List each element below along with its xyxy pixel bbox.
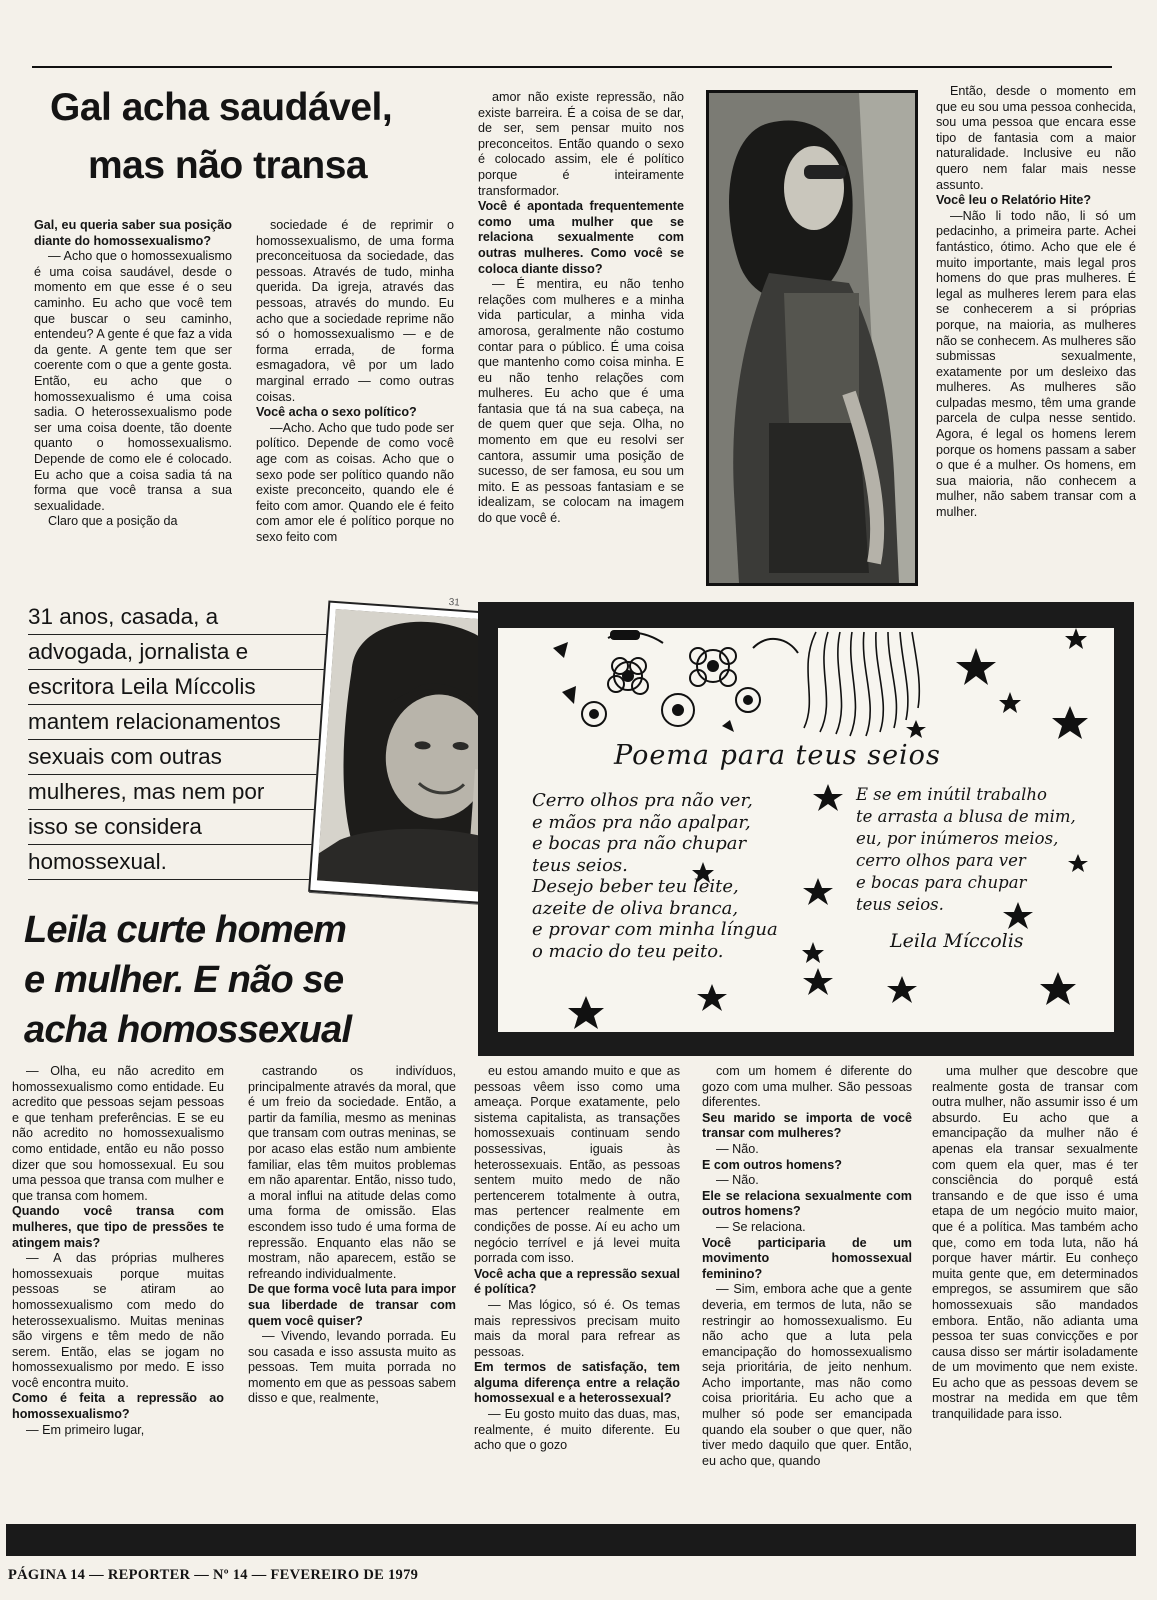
poem-left-stanza: [532, 790, 778, 962]
interview-answer: sociedade é de reprimir o homossexualismo, de uma forma preconceituosa da sociedade, das pessoas. Através de tudo, minha querida. Da igreja, através das pessoas, através do mundo. Eu acho que a sociedade reprime não só o homossexualismo — e de forma errada, de forma esmagadora, vê por um lado marginal errado — como outras coisas.: [256, 218, 454, 404]
poem-line: Cerro olhos pra não ver,: [532, 790, 753, 811]
interview-answer: — Em primeiro lugar,: [26, 1422, 145, 1437]
interview-answer: Claro que a posição da: [48, 514, 178, 529]
poem-line: teus seios.: [856, 895, 944, 914]
poem-line: e provar com minha língua: [532, 919, 778, 940]
poem-line: e bocas pra não chupar: [532, 833, 747, 854]
interview-answer: — Eu gosto muito das duas, mas, realmente, é muito diferente. Eu acho que o gozo: [474, 1407, 680, 1453]
article1-column-2: [256, 218, 454, 582]
interview-answer: uma mulher que descobre que realmente gosta de transar com outra mulher, não assumir isso é um absurdo. Eu acho que a emancipação da mulher não é apenas ela transar sexualmente com quem ela quer, mas é ter consciência do porquê está transando e de que isso é uma etapa de um negócio muito maior, que é a política. Mas também acho que, como em toda luta, não há porque haver mártir. Eu conheço muita gente que, em determinados empregos, se assumirem que são homossexuais são mandados embora. Então, não adianta uma pessoa ter suas convicções e por causa disso ser mártir isoladamente de um movimento que nem existe. Eu acho que as pessoas devem se mostrar na medida em que têm tranquilidade para isso.: [932, 1064, 1138, 1422]
poem-line: cerro olhos para ver: [856, 851, 1026, 870]
gal-costa-photo-figure: [709, 93, 915, 583]
interview-question: De que forma você luta para impor sua liberdade de transar com quem você quiser?: [248, 1282, 456, 1328]
poem-line: te arrasta a blusa de mim,: [856, 807, 1076, 826]
interview-question: Em termos de satisfação, tem alguma diferença entre a relação homossexual e a heterossexual?: [474, 1360, 680, 1406]
interview-answer: —Acho. Acho que tudo pode ser político. Depende de como você age com as coisas. Acho que o sexo pode ser político quando não existe preconceito, quando ele é feito com amor. Quando ele é feito com amor ele é político porque no sexo feito com: [256, 420, 454, 544]
photo-mark: 31: [448, 596, 461, 609]
lead-line: homossexual.: [28, 845, 328, 880]
interview-answer: — Vivendo, levando porrada. Eu sou casada e isso assusta muito as pessoas. Tem muita porrada no momento em que as pessoas sabem disso e que, realmente,: [248, 1329, 456, 1406]
poem-line: e bocas para chupar: [856, 873, 1027, 892]
lead-line: advogada, jornalista e: [28, 635, 328, 670]
interview-answer: eu estou amando muito e que as pessoas vêem isso como uma ameaça. Porque exatamente, pelo sistema capitalista, as transações homossexuais continuam sendo possessivas, iguais às heterossexuais. Então, as pessoas sentem muito medo de não pertencerem totalmente à outra, mas pertencer realmente em condições de posse. Aí eu acho um negócio terrível e já levei muita porrada com isso.: [474, 1064, 680, 1266]
interview-question: Você leu o Relatório Hite?: [936, 193, 1092, 208]
poem-line: azeite de oliva branca,: [532, 897, 739, 919]
poem-line: e mãos pra não apalpar,: [532, 811, 751, 833]
article2-headline-line2: e mulher. E não se: [24, 959, 344, 1001]
lead-line: sexuais com outras: [28, 740, 328, 775]
article1-headline-line2: mas não transa: [88, 144, 368, 187]
poem-line: eu, por inúmeros meios,: [856, 829, 1059, 848]
interview-answer: — Não.: [716, 1173, 759, 1188]
article1-headline-line1: Gal acha saudável,: [50, 86, 393, 129]
lead-line: mulheres, mas nem por: [28, 775, 328, 810]
interview-answer: — É mentira, eu não tenho relações com mulheres e a minha vida particular, a minha vida amorosa, geralmente não costumo contar para o público. É uma coisa que mantenho como coisa minha. E eu não tenho relações com mulheres. Eu acho que é uma fantasia que tá na sua cabeça, na de quem quer que seja. Olha, no momento em que eu resolvi ser cantora, assumir uma posição de sucesso, de ser famosa, eu sou um mito. E as pessoas fantasiam e se idealizam, se colocam na imagem do que você é.: [478, 277, 684, 526]
poem-signature: Leila Míccolis: [890, 930, 1024, 952]
interview-answer: com um homem é diferente do gozo com uma mulher. São pessoas diferentes.: [702, 1064, 912, 1110]
poem-box: [478, 602, 1134, 1056]
article2-column-2: [248, 1064, 456, 1514]
poem-right-stanza: [856, 784, 1076, 916]
interview-answer: — A das próprias mulheres homossexuais porque muitas pessoas se atiram ao homossexualismo com medo do heterossexualismo. Muitas meninas são virgens e têm medo de não serem. Então, elas se jogam no homossexualismo por medo. E isso você encontra muito.: [12, 1251, 224, 1390]
interview-question: Você acha o sexo político?: [256, 405, 417, 420]
interview-answer: castrando os indivíduos, principalmente através da moral, que é um freio da sociedade. Então, a partir da família, mesmo as meninas que transam com outras meninas, se por acaso elas estão num ambiente familiar, elas têm muitos problemas em não aparentar. Então, nisso tudo, a moral influi na atitude delas como uma forma de omissão. Elas escondem isso tudo é uma forma de repressão. Enquanto elas não se mostram, não aparecem, estão se refreando individualmente.: [248, 1064, 456, 1281]
interview-question: Gal, eu queria saber sua posição diante do homossexualismo?: [34, 218, 232, 248]
poem-paper: [498, 628, 1114, 1032]
article2-column-3: [474, 1064, 680, 1514]
interview-answer: — Acho que o homossexualismo é uma coisa saudável, desde o momento em que esse é o seu caminho. Eu acho que você tem que buscar o seu caminho, entendeu? A gente é que faz a vida da gente. A gente tem que ser coerente com o que a gente gosta. Então, eu acho que o homossexualismo é uma coisa sadia. O heterossexualismo pode ser uma coisa doente, tão doente quanto o homossexualismo. Depende de como ele é colocado. Eu acho que a coisa sadia tá na forma que você transa a sua sexualidade.: [34, 249, 232, 513]
interview-question: Como é feita a repressão ao homossexualismo?: [12, 1391, 224, 1422]
article2-lead: [28, 600, 328, 880]
article2-column-5: [932, 1064, 1138, 1514]
interview-answer: amor não existe repressão, não existe barreira. É a coisa de se dar, de ser, sem pensar muito nos preconceitos. Então quando o sexo é colocado assim, ele é político porque é inteiramente transformador.: [478, 90, 684, 198]
interview-answer: — Se relaciona.: [716, 1219, 806, 1234]
gal-costa-photo: [706, 90, 918, 586]
interview-question: Você participaria de um movimento homossexual feminino?: [702, 1235, 912, 1281]
interview-answer: — Mas lógico, só é. Os temas mais repressivos precisam muito mais da moral para refrear as pessoas.: [474, 1297, 680, 1359]
bottom-bar: [6, 1524, 1136, 1556]
poem-line: Desejo beber teu leite,: [532, 876, 739, 897]
poem-line: E se em inútil trabalho: [856, 785, 1047, 804]
interview-question: Você acha que a repressão sexual é política?: [474, 1266, 680, 1297]
article2-headline-line1: Leila curte homem: [24, 909, 347, 951]
page-footer: PÁGINA 14 — REPORTER — Nº 14 — FEVEREIRO DE 1979: [8, 1567, 419, 1583]
interview-question: Seu marido se importa de você transar com mulheres?: [702, 1110, 912, 1141]
interview-question: Você é apontada frequentemente como uma mulher que se relaciona sexualmente com outras mulheres. Como você se coloca diante disso?: [478, 199, 684, 276]
interview-answer: Então, desde o momento em que eu sou uma pessoa conhecida, sou uma pessoa que encara esse tipo de fantasia com a maior naturalidade. Inclusive eu não quero nem falar mais nesse assunto.: [936, 84, 1136, 192]
poem-title: Poema para teus seios: [614, 740, 941, 771]
article2-headline-line3: acha homossexual: [24, 1009, 352, 1051]
article1-column-4: [936, 84, 1136, 582]
interview-question: E com outros homens?: [702, 1157, 842, 1172]
top-rule: [32, 66, 1112, 68]
interview-question: Quando você transa com mulheres, que tipo de pressões te atingem mais?: [12, 1204, 224, 1250]
lead-line: 31 anos, casada, a: [28, 600, 328, 635]
lead-line: mantem relacionamentos: [28, 705, 328, 740]
article2-column-1: [12, 1064, 224, 1514]
interview-answer: — Não.: [716, 1141, 759, 1156]
interview-answer: —Não li todo não, li só um pedacinho, a primeira parte. Achei fantástico, ótimo. Acho que ele é muito importante, mais legal pros homens do que pras mulheres. É legal as mulheres lerem para elas se conhecerem a si próprias porque, na maioria, as mulheres não se conhecem. As mulheres são submissas sexualmente, exatamente por um desleixo das mulheres. As mulheres são culpadas mesmo, têm uma grande parcela de culpa nesse sentido. Agora, é legal os homens lerem porque os homens passam a saber o que é a mulher. Os homens, em sua maioria, não conhecem a mulher, não sabem transar com a mulher.: [936, 208, 1136, 520]
interview-question: Ele se relaciona sexualmente com outros homens?: [702, 1188, 912, 1219]
interview-answer: — Olha, eu não acredito em homossexualismo como entidade. Eu acredito que pessoas sejam pessoas e que tenham preferências. E se eu não acredito no homossexualismo como entidade, então eu não posso dizer que sou homossexual. Eu sou uma pessoa que transa com mulher e que transa com homem.: [12, 1064, 224, 1203]
article1-column-1: [34, 218, 232, 582]
article2-column-4: [702, 1064, 912, 1514]
lead-line: isso se considera: [28, 810, 328, 845]
poem-line: o macio do teu peito.: [532, 940, 724, 962]
poem-line: teus seios.: [532, 854, 628, 876]
lead-line: escritora Leila Míccolis: [28, 670, 328, 705]
interview-answer: — Sim, embora ache que a gente deveria, em termos de luta, não se restringir ao homossexualismo. Eu não acho que a luta pela emancipação do homossexualismo seja prioritária, de jeito nenhum. Acho importante, mas não como coisa prioritária. Eu acho que a mulher só pode ser emancipada quando ela souber o que quer, não tiver medo daquilo que quer. Então, eu acho que, quando: [702, 1282, 912, 1468]
article1-column-3: [478, 90, 684, 582]
